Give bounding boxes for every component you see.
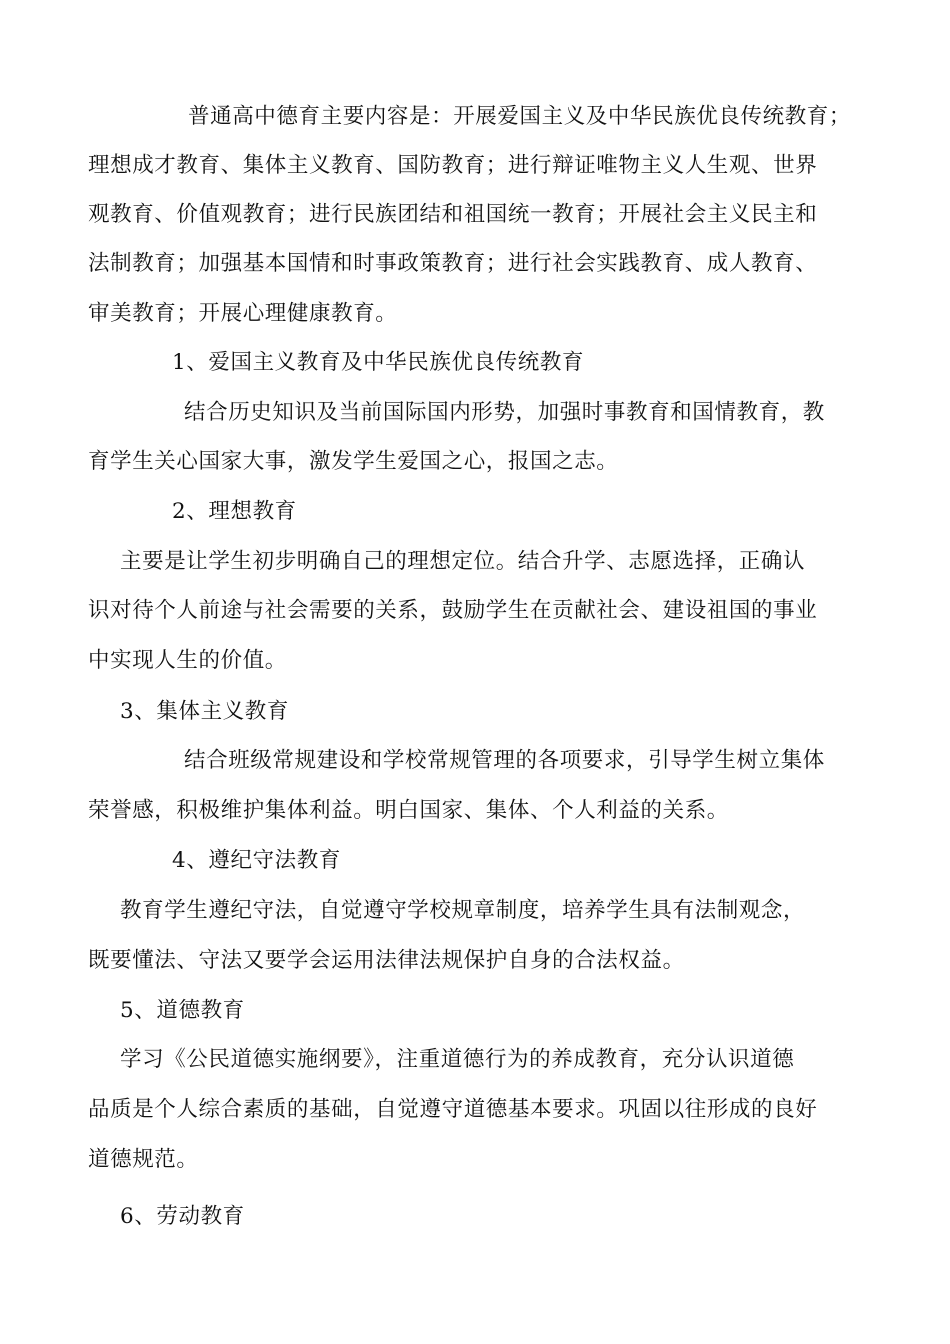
section-body-line: 荣誉感，积极维护集体利益。明白国家、集体、个人利益的关系。 <box>88 798 729 823</box>
section-heading: 3、集体主义教育 <box>120 699 289 724</box>
section-body-line: 教育学生遵纪守法，自觉遵守学校规章制度，培养学生具有法制观念， <box>120 898 806 923</box>
intro-line: 法制教育；加强基本国情和时事政策教育；进行社会实践教育、成人教育、 <box>88 251 818 276</box>
intro-line: 理想成才教育、集体主义教育、国防教育；进行辩证唯物主义人生观、世界 <box>88 153 818 178</box>
section-body-line: 学习《公民道德实施纲要》，注重道德行为的养成教育，充分认识道德 <box>120 1047 795 1072</box>
section-heading: 2、理想教育 <box>172 499 297 524</box>
section-body-line: 道德规范。 <box>88 1147 199 1172</box>
section-heading: 5、道德教育 <box>120 998 245 1023</box>
intro-line: 观教育、价值观教育；进行民族团结和祖国统一教育；开展社会主义民主和 <box>88 202 818 227</box>
section-body-line: 中实现人生的价值。 <box>88 648 287 673</box>
section-body-line: 既要懂法、守法又要学会运用法律法规保护自身的合法权益。 <box>88 948 685 973</box>
section-heading: 4、遵纪守法教育 <box>172 848 341 873</box>
section-body-line: 育学生关心国家大事，激发学生爱国之心，报国之志。 <box>88 449 619 474</box>
section-heading: 1、爱国主义教育及中华民族优良传统教育 <box>172 350 585 375</box>
section-body-line: 结合历史知识及当前国际国内形势，加强时事教育和国情教育，教 <box>184 400 825 425</box>
section-body-line: 主要是让学生初步明确自己的理想定位。结合升学、志愿选择，正确认 <box>120 549 806 574</box>
section-heading: 6、劳动教育 <box>120 1204 245 1229</box>
intro-line: 审美教育；开展心理健康教育。 <box>88 301 398 326</box>
section-body-line: 结合班级常规建设和学校常规管理的各项要求，引导学生树立集体 <box>184 748 825 773</box>
section-body-line: 识对待个人前途与社会需要的关系，鼓励学生在贡献社会、建设祖国的事业 <box>88 598 818 623</box>
section-body-line: 品质是个人综合素质的基础，自觉遵守道德基本要求。巩固以往形成的良好 <box>88 1097 818 1122</box>
intro-line: 普通高中德育主要内容是：开展爱国主义及中华民族优良传统教育； <box>188 104 852 129</box>
